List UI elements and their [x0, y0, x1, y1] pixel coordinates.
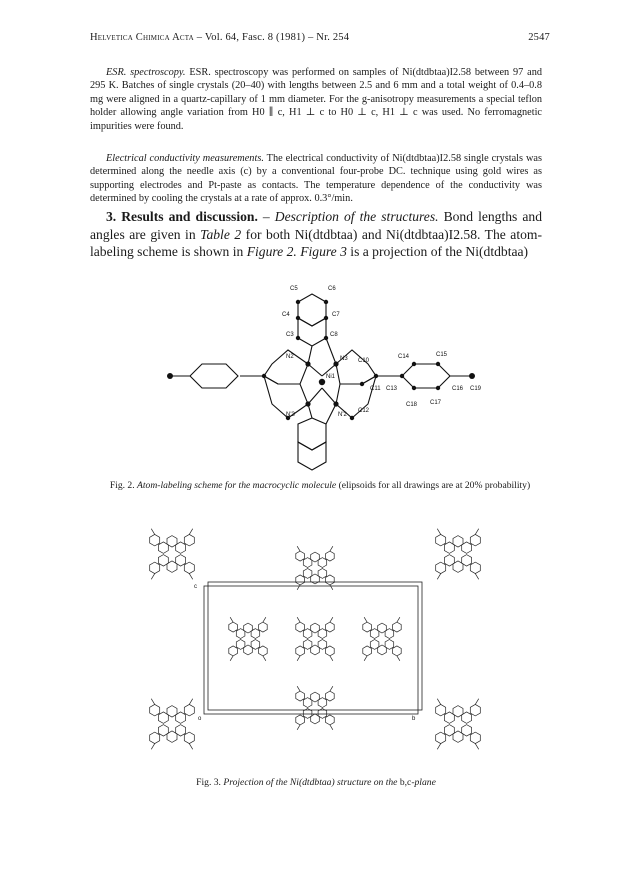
ring-projection [378, 645, 387, 655]
label-c16: C16 [452, 386, 464, 392]
bond-projection [437, 744, 440, 750]
figure-2-caption [90, 480, 550, 491]
ring-projection [229, 646, 238, 656]
ring-projection [470, 732, 480, 744]
bond-projection [437, 699, 440, 705]
ring-projection [296, 646, 305, 656]
bond-projection [397, 617, 400, 622]
ring-projection [176, 542, 186, 554]
ring-projection [296, 715, 305, 725]
bond-projection [189, 529, 192, 535]
ring-projection [296, 622, 305, 632]
figure-2-ref[interactable]: Figure 2. [246, 244, 297, 260]
bottom-chelate-ring [298, 418, 326, 450]
ring-projection [244, 645, 253, 655]
bond-projection [330, 617, 333, 622]
figure-2-caption-italic: Atom-labeling scheme for the macrocyclic molecule [137, 480, 337, 491]
figure-3-ref[interactable]: Figure 3 [300, 244, 347, 260]
ring-projection [184, 534, 194, 546]
ring-projection [462, 712, 472, 724]
ring-projection [176, 712, 186, 724]
left-tolyl-ring [190, 364, 238, 388]
label-c12: C12 [358, 408, 370, 414]
ring-projection [150, 562, 160, 574]
figure-3-projection [128, 508, 502, 770]
bond-projection [330, 546, 333, 551]
ring-projection [326, 551, 335, 561]
bond-projection [364, 656, 367, 661]
running-head [90, 32, 550, 43]
bond-projection [437, 529, 440, 535]
ring-projection [436, 704, 446, 716]
results-heading: 3. Results and discussion. [106, 209, 258, 224]
label-c14: C14 [398, 354, 410, 360]
ring-projection [444, 712, 454, 724]
bond-projection [397, 656, 400, 661]
ring-projection [363, 646, 372, 656]
bottom-benzo-ring [298, 442, 326, 470]
figure-2-molecule [140, 272, 500, 482]
bond-projection [330, 725, 333, 730]
bond-projection [475, 529, 478, 535]
label-c19: C19 [470, 386, 482, 392]
molecule-drawing [140, 272, 500, 482]
ring-projection [318, 558, 327, 568]
ring-projection [370, 629, 379, 639]
ring-projection [311, 574, 320, 584]
ring-projection [393, 622, 402, 632]
right-tolyl-ring [402, 364, 450, 388]
ring-projection [311, 714, 320, 724]
ring-projection [462, 542, 472, 554]
journal-issue: – Vol. 64, Fasc. 8 (1981) – Nr. 254 [196, 32, 350, 43]
label-c13: C13 [386, 386, 398, 392]
label-c17: C17 [430, 400, 442, 406]
bond-projection [475, 574, 478, 580]
bond-projection [437, 574, 440, 580]
label-c8: C8 [330, 332, 338, 338]
axis-label-c: c [194, 584, 197, 590]
unit-cell-outline-back [208, 582, 422, 710]
ring-projection [158, 542, 168, 554]
bond-projection [230, 617, 233, 622]
bond-projection [297, 725, 300, 730]
ring-projection [167, 561, 177, 573]
ring-projection [436, 732, 446, 744]
figure-3-caption-prefix: Fig. 3. [196, 777, 224, 788]
ring-projection [184, 732, 194, 744]
top-chelate-ring [298, 318, 326, 346]
ring-projection [184, 704, 194, 716]
results-text-a: Bond lengths and angles are given in [90, 209, 543, 242]
ring-projection [296, 575, 305, 585]
bond-projection [297, 656, 300, 661]
figure-3-caption-end: -plane [411, 777, 436, 788]
ring-projection [436, 562, 446, 574]
bond-projection [364, 617, 367, 622]
bond-projection [475, 699, 478, 705]
label-n2-prime: N'2 [338, 412, 347, 418]
bond-projection [297, 546, 300, 551]
bond-projection [151, 574, 154, 580]
figure-3-caption [90, 777, 542, 788]
label-c7: C7 [332, 312, 340, 318]
ring-projection [363, 622, 372, 632]
label-c11: C11 [370, 386, 381, 392]
label-n2: N2 [286, 354, 294, 360]
ring-projection [318, 629, 327, 639]
ring-projection [326, 575, 335, 585]
figure-2-caption-rest: (elipsoids for all drawings are at 20% probability) [336, 480, 531, 491]
ring-projection [326, 622, 335, 632]
ring-projection [303, 629, 312, 639]
ring-projection [453, 731, 463, 743]
table-2-ref[interactable]: Table 2 [200, 226, 242, 242]
label-ni1: Ni1 [326, 374, 336, 380]
label-c5: C5 [290, 286, 298, 292]
bond-projection [230, 656, 233, 661]
ring-projection [470, 562, 480, 574]
esr-title: ESR. spectroscopy. [106, 67, 186, 78]
ring-projection [296, 551, 305, 561]
ring-projection [229, 622, 238, 632]
axis-label-b: b [412, 716, 416, 722]
ring-projection [150, 704, 160, 716]
ring-projection [259, 646, 268, 656]
esr-paragraph [90, 66, 542, 133]
ring-projection [453, 561, 463, 573]
label-c6: C6 [328, 286, 336, 292]
bond-projection [263, 656, 266, 661]
label-n3-prime: N'3 [286, 412, 295, 418]
conductivity-paragraph [90, 152, 542, 206]
ring-projection [444, 542, 454, 554]
label-c4: C4 [282, 312, 290, 318]
page-number: 2547 [528, 32, 550, 43]
bond-projection [297, 686, 300, 691]
bond-projection [297, 617, 300, 622]
conductivity-text: The electrical conductivity of Ni(dtdbtaa)I2.58 single crystals was determined along the needle axis (c) by a conventional four-probe DC. technique using gold wires as supporting electrodes and Pt-paste as contacts. The temperature dependence of the conductivity was determined by cooling the crystals at a rate of approx. 0.3°/min. [90, 153, 542, 205]
bond-projection [330, 656, 333, 661]
ring-projection [167, 731, 177, 743]
label-c3: C3 [286, 332, 294, 338]
ring-projection [385, 629, 394, 639]
results-text-b: for both Ni(dtdbtaa) and Ni(dtdbtaa)I2.58. The atom-labeling scheme is shown in [90, 226, 542, 260]
conductivity-title: Electrical conductivity measurements. [106, 153, 264, 164]
label-c10: C10 [358, 358, 370, 364]
results-subheading: Description of the structures. [274, 209, 439, 224]
bond-projection [189, 744, 192, 750]
ring-projection [184, 562, 194, 574]
figure-3-caption-plane: b,c [399, 777, 412, 788]
ring-projection [236, 629, 245, 639]
bond-projection [151, 529, 154, 535]
label-c15: C15 [436, 352, 448, 358]
ring-projection [150, 732, 160, 744]
ring-projection [251, 629, 260, 639]
bond-projection [151, 744, 154, 750]
ring-projection [158, 712, 168, 724]
ring-projection [393, 646, 402, 656]
ring-projection [296, 691, 305, 701]
results-text-d: is a projection of the Ni(dtdbtaa) [346, 244, 529, 260]
top-benzo-ring [298, 294, 326, 326]
ring-projection [470, 534, 480, 546]
label-n3: N3 [340, 356, 348, 362]
ring-projection [150, 534, 160, 546]
bond-projection [151, 699, 154, 705]
label-c18: C18 [406, 402, 418, 408]
ring-projection [326, 646, 335, 656]
ring-projection [470, 704, 480, 716]
bond-projection [189, 574, 192, 580]
figure-2-caption-prefix: Fig. 2. [109, 480, 138, 491]
bond-projection [475, 744, 478, 750]
ring-projection [436, 534, 446, 546]
results-dash: – [257, 209, 275, 224]
axis-label-o: o [198, 716, 202, 722]
bond-projection [330, 686, 333, 691]
bond-projection [263, 617, 266, 622]
packing-drawing [128, 508, 502, 770]
ring-projection [318, 698, 327, 708]
ring-projection [326, 715, 335, 725]
ring-projection [259, 622, 268, 632]
ring-projection [311, 645, 320, 655]
bond-projection [189, 699, 192, 705]
results-paragraph [90, 208, 542, 261]
ring-projection [326, 691, 335, 701]
ring-projection [303, 558, 312, 568]
figure-3-caption-italic: Projection of the Ni(dtdbtaa) structure on the [223, 777, 400, 788]
ring-projection [303, 698, 312, 708]
esr-text: ESR. spectroscopy was performed on samples of Ni(dtdbtaa)I2.58 between 97 and 295 K. Batches of single crystals (20–40) with lengths between 2.5 and 6 mm and a total weight of 0.4–0.8 mg were aligned in a quartz-capillary of 1 mm diameter. For the g-anisotropy measurements a special teflon holder allowing angle variation from H0 ∥ c, H1 ⊥ c to H0 ⊥ c, H1 ⊥ c was used. No ferromagnetic impurities were found. [90, 67, 542, 132]
journal-name: Helvetica Chimica Acta [90, 32, 194, 43]
